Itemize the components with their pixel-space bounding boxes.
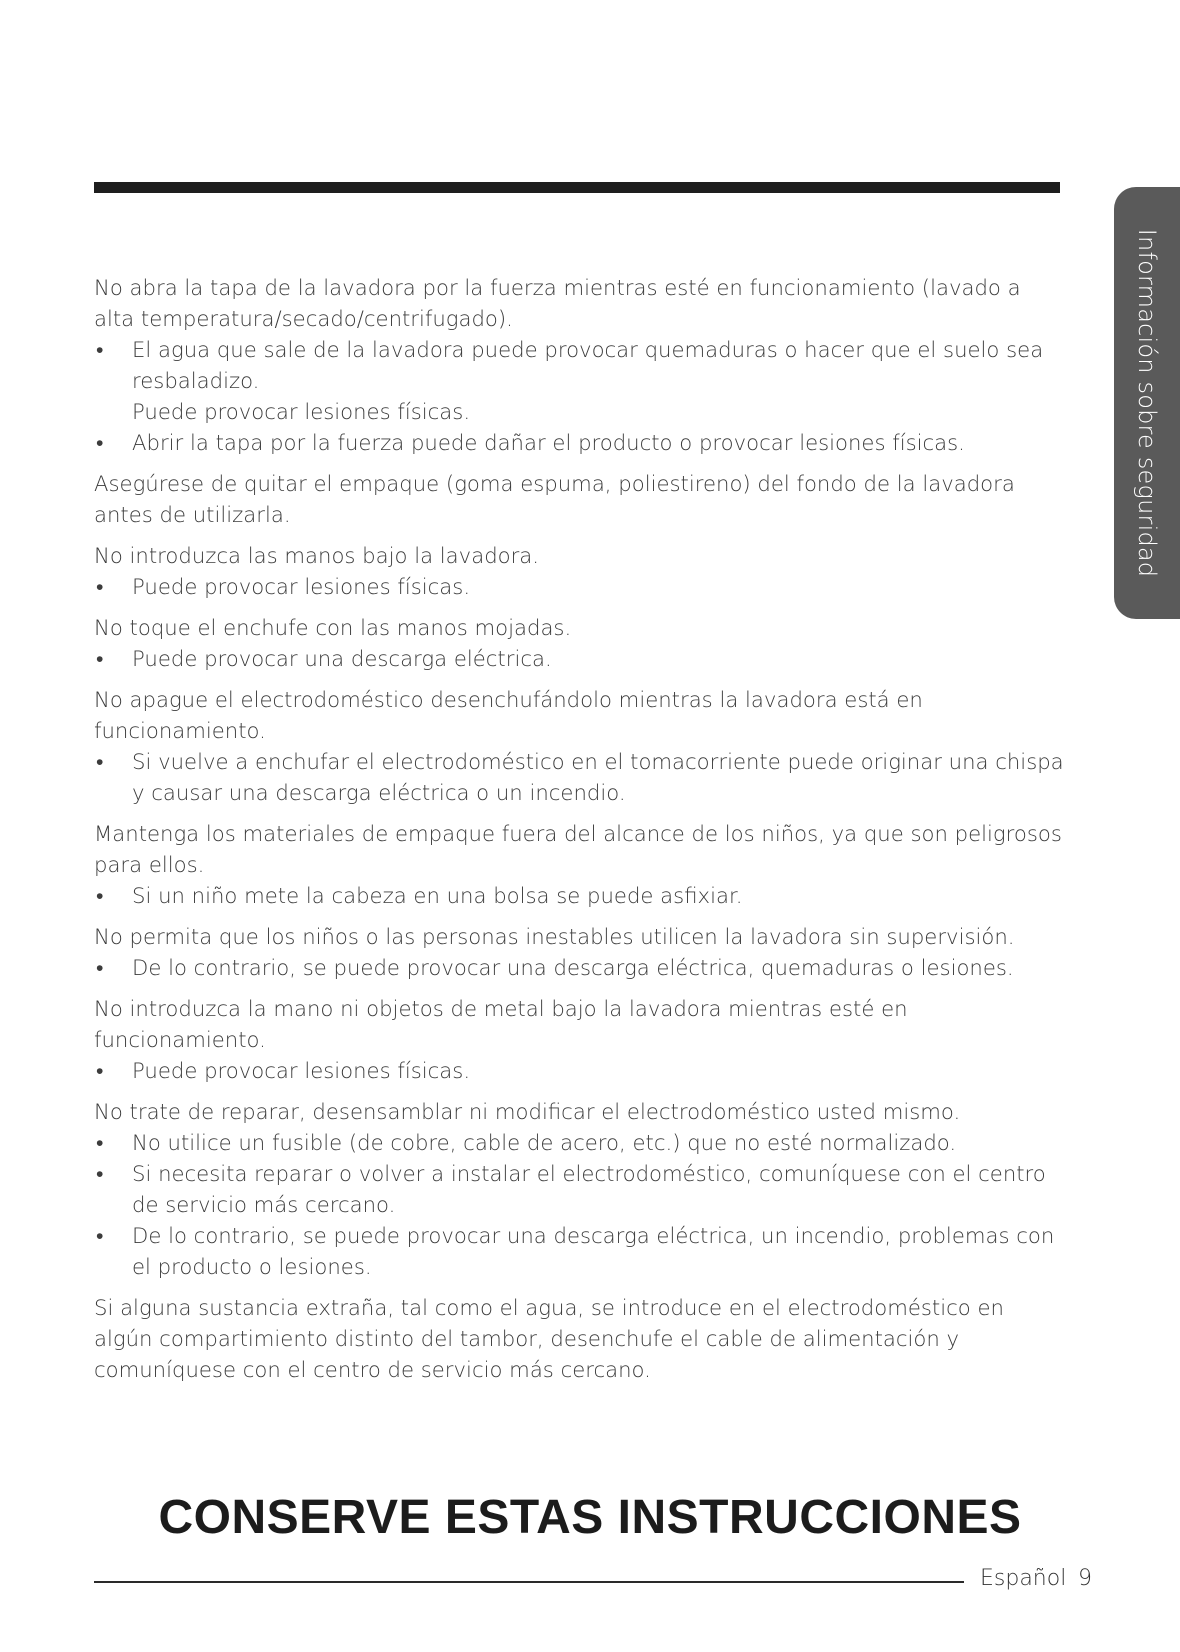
warning-bullet-item: • Puede provocar lesiones físicas. <box>94 1055 1064 1086</box>
warning-bullets <box>94 952 1064 983</box>
warning-bullets <box>94 1127 1064 1282</box>
warning-bullets <box>94 643 1064 674</box>
warning-block <box>94 1292 1064 1385</box>
warning-block <box>94 1096 1064 1282</box>
warning-bullet-item: • Si un niño mete la cabeza en una bolsa se puede asfixiar. <box>94 880 1064 911</box>
warning-block <box>94 540 1064 602</box>
safety-content <box>94 272 1064 1395</box>
warning-bullet-item: • Si vuelve a enchufar el electrodoméstico en el tomacorriente puede originar una chispa y causar una descarga eléctrica o un incendio. <box>94 746 1064 808</box>
warning-bullets <box>94 746 1064 808</box>
warning-text: Asegúrese de quitar el empaque (goma espuma, poliestireno) del fondo de la lavadora antes de utilizarla. <box>94 471 1015 527</box>
warning-bullets <box>94 334 1064 458</box>
warning-block <box>94 468 1064 530</box>
warning-text: No abra la tapa de la lavadora por la fuerza mientras esté en funcionamiento (lavado a alta temperatura/secado/centrifugado). <box>94 275 1021 331</box>
footer-rule <box>94 1581 964 1583</box>
warning-bullet-item: • El agua que sale de la lavadora puede provocar quemaduras o hacer que el suelo sea resbaladizo. Puede provocar lesiones físicas. <box>94 334 1064 427</box>
closing-heading: CONSERVE ESTAS INSTRUCCIONES <box>158 1491 1022 1544</box>
warning-bullet-item: • Puede provocar una descarga eléctrica. <box>94 643 1064 674</box>
warning-block <box>94 612 1064 674</box>
warning-text: No introduzca la mano ni objetos de metal bajo la lavadora mientras esté en funcionamiento. <box>94 996 908 1052</box>
warning-text: No permita que los niños o las personas inestables utilicen la lavadora sin supervisión. <box>94 924 1015 949</box>
page-number: 9 <box>1078 1566 1092 1591</box>
warning-block <box>94 272 1064 458</box>
warning-bullet-item: • De lo contrario, se puede provocar una descarga eléctrica, quemaduras o lesiones. <box>94 952 1064 983</box>
warning-bullet-item: • Si necesita reparar o volver a instalar el electrodoméstico, comuníquese con el centro de servicio más cercano. <box>94 1158 1064 1220</box>
warning-block <box>94 684 1064 808</box>
warning-text: No apague el electrodoméstico desenchufándolo mientras la lavadora está en funcionamiento. <box>94 687 923 743</box>
warning-text: Si alguna sustancia extraña, tal como el agua, se introduce en el electrodoméstico en algún compartimiento distinto del tambor, desenchufe el cable de alimentación y comuníquese con el centro de servicio más cercano. <box>94 1295 1004 1382</box>
header-rule <box>94 182 1060 193</box>
warning-text: No trate de reparar, desensamblar ni modificar el electrodoméstico usted mismo. <box>94 1099 961 1124</box>
warning-bullet-item: • De lo contrario, se puede provocar una descarga eléctrica, un incendio, problemas con el producto o lesiones. <box>94 1220 1064 1282</box>
section-side-tab-label: Información sobre seguridad <box>1133 228 1161 578</box>
warning-block <box>94 921 1064 983</box>
warning-block <box>94 818 1064 911</box>
warning-bullet-item: • Puede provocar lesiones físicas. <box>94 571 1064 602</box>
warning-bullet-item: • Abrir la tapa por la fuerza puede dañar el producto o provocar lesiones físicas. <box>94 427 1064 458</box>
warning-bullets <box>94 1055 1064 1086</box>
warning-bullets <box>94 571 1064 602</box>
warning-text: No introduzca las manos bajo la lavadora. <box>94 543 540 568</box>
warning-text: No toque el enchufe con las manos mojadas. <box>94 615 572 640</box>
warning-bullet-item: • No utilice un fusible (de cobre, cable de acero, etc.) que no esté normalizado. <box>94 1127 1064 1158</box>
warning-bullets <box>94 880 1064 911</box>
warning-text: Mantenga los materiales de empaque fuera del alcance de los niños, ya que son peligrosos para ellos. <box>94 821 1062 877</box>
footer-language: Español <box>980 1566 1067 1591</box>
warning-block <box>94 993 1064 1086</box>
